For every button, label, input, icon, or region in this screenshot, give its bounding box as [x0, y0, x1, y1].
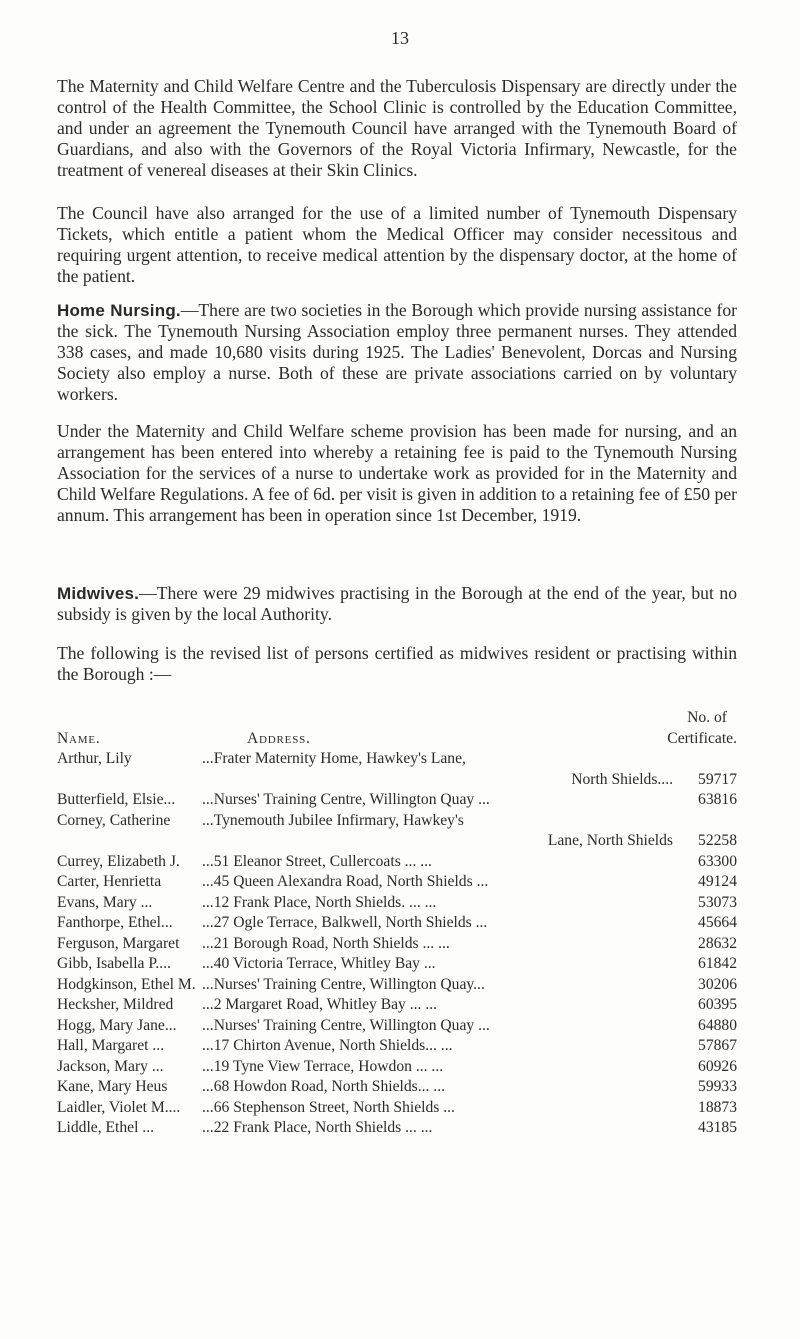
table-row	[57, 749, 737, 790]
midwife-name: Corney, Catherine	[57, 811, 171, 829]
certificate-number: 63816	[698, 791, 737, 808]
midwife-name: Hecksher, Mildred	[57, 996, 174, 1013]
certificate-number: 52258	[698, 832, 737, 849]
paragraph-revised-list: The following is the revised list of persons certified as midwives resident or practising within the Borough :—	[57, 643, 737, 684]
midwife-address-continued: North Shields....	[571, 770, 673, 788]
midwife-name: Carter, Henrietta	[57, 873, 162, 890]
midwife-name: Butterfield, Elsie...	[57, 791, 176, 808]
paragraph-midwives	[57, 583, 737, 625]
midwife-address: ...12 Frank Place, North Shields. ... ...	[202, 893, 437, 911]
header-cert-line2: Certificate.	[667, 729, 737, 747]
certificate-number: 63300	[698, 852, 737, 870]
table-row	[57, 995, 737, 1016]
header-name: Name.	[57, 729, 101, 747]
certificate-number: 53073	[698, 893, 737, 911]
table-body	[57, 749, 737, 1139]
midwives-body: —There were 29 midwives practising in the Borough at the end of the year, but no subsidy is given by the local Authority.	[57, 583, 737, 624]
certificate-number: 28632	[698, 934, 737, 952]
table-row	[57, 790, 737, 811]
midwife-name: Liddle, Ethel ...	[57, 1119, 155, 1136]
certificate-number: 64880	[698, 1016, 737, 1034]
table-row	[57, 1057, 737, 1078]
midwife-address: ...17 Chirton Avenue, North Shields... ...	[202, 1037, 453, 1054]
midwife-address: ...66 Stephenson Street, North Shields ...	[202, 1098, 455, 1116]
home-nursing-heading: Home Nursing.	[57, 301, 181, 320]
certificate-number: 60395	[698, 996, 737, 1013]
midwife-address: ...Tynemouth Jubilee Infirmary, Hawkey's	[202, 811, 464, 829]
midwife-address: ...Frater Maternity Home, Hawkey's Lane,	[202, 750, 466, 767]
midwives-heading: Midwives.	[57, 584, 140, 603]
table-row	[57, 872, 737, 893]
certificate-number: 60926	[698, 1057, 737, 1075]
midwife-address: ...45 Queen Alexandra Road, North Shields ...	[202, 873, 489, 890]
table-row	[57, 811, 737, 852]
table-row	[57, 1016, 737, 1037]
midwife-name: Fanthorpe, Ethel...	[57, 914, 173, 931]
paragraph-maternity-scheme: Under the Maternity and Child Welfare scheme provision has been made for nursing, and an arrangement has been entered into whereby a retaining fee is paid to the Tynemouth Nursing Association for the services of a nurse to undertake work as provided for in the Maternity and Child Welfare Regulations. A fee of 6d. per visit is given in addition to a retaining fee of £50 per annum. This arrangement has been in operation since 1st December, 1919.	[57, 421, 737, 525]
header-cert-line1: No. of	[687, 709, 727, 726]
midwife-address: ...27 Ogle Terrace, Balkwell, North Shields ...	[202, 914, 488, 931]
certificate-number: 30206	[698, 975, 737, 993]
midwife-address: ...51 Eleanor Street, Cullercoats ... ...	[202, 852, 432, 870]
home-nursing-body: —There are two societies in the Borough which provide nursing assistance for the sick. The Tynemouth Nursing Association employ three permanent nurses. They attended 338 cases, and made 10,680 visits during 1925. The Ladies' Benevolent, Dorcas and Nursing Society also employ a nurse. Both of these are private associations carried on by voluntary workers.	[57, 300, 737, 404]
table-row	[57, 1077, 737, 1098]
certificate-number: 18873	[698, 1098, 737, 1116]
midwife-address: ...Nurses' Training Centre, Willington Quay ...	[202, 791, 490, 808]
certificate-number: 61842	[698, 955, 737, 972]
midwife-name: Arthur, Lily	[57, 750, 132, 767]
paragraph-clinics: The Maternity and Child Welfare Centre and the Tuberculosis Dispensary are directly under the control of the Health Committee, the School Clinic is controlled by the Education Committee, and under an agreement the Tynemouth Council have arranged with the Tynemouth Board of Guardians, and also with the Governors of the Royal Victoria Infirmary, Newcastle, for the treatment of venereal diseases at their Skin Clinics.	[57, 76, 737, 180]
table-row	[57, 893, 737, 914]
midwife-address: ...2 Margaret Road, Whitley Bay ... ...	[202, 996, 438, 1013]
table-row	[57, 934, 737, 955]
certificate-number: 59717	[698, 770, 737, 788]
midwives-table	[57, 708, 737, 1139]
midwife-address: ...Nurses' Training Centre, Willington Quay...	[202, 975, 485, 993]
paragraph-home-nursing	[57, 300, 737, 405]
midwife-name: Evans, Mary ...	[57, 893, 153, 911]
midwife-address-continued: Lane, North Shields	[547, 832, 673, 849]
midwife-name: Jackson, Mary ...	[57, 1057, 164, 1075]
midwife-address: ...22 Frank Place, North Shields ... ...	[202, 1119, 433, 1136]
certificate-number: 59933	[698, 1078, 737, 1095]
midwife-name: Hodgkinson, Ethel M.	[57, 975, 196, 993]
midwife-address: ...21 Borough Road, North Shields ... ...	[202, 934, 450, 952]
midwife-name: Currey, Elizabeth J.	[57, 852, 180, 870]
midwife-name: Hogg, Mary Jane...	[57, 1016, 177, 1034]
midwife-address: ...Nurses' Training Centre, Willington Quay ...	[202, 1016, 490, 1034]
table-row	[57, 1036, 737, 1057]
page-number: 13	[391, 28, 409, 48]
table-header	[57, 708, 737, 749]
table-row	[57, 1118, 737, 1139]
midwife-address: ...68 Howdon Road, North Shields... ...	[202, 1078, 445, 1095]
midwife-address: ...19 Tyne View Terrace, Howdon ... ...	[202, 1057, 444, 1075]
table-row	[57, 913, 737, 934]
midwife-name: Laidler, Violet M....	[57, 1098, 181, 1116]
midwife-name: Kane, Mary Heus	[57, 1078, 168, 1095]
paragraph-dispensary-tickets: The Council have also arranged for the use of a limited number of Tynemouth Dispensary Tickets, which entitle a patient whom the Medical Officer may consider necessitous and requiring urgent attention, to receive medical attention by the dispensary doctor, at the home of the patient.	[57, 203, 737, 286]
certificate-number: 45664	[698, 914, 737, 931]
table-row	[57, 1098, 737, 1119]
table-row	[57, 975, 737, 996]
table-row	[57, 954, 737, 975]
table-row	[57, 852, 737, 873]
certificate-number: 49124	[698, 873, 737, 890]
midwife-name: Ferguson, Margaret	[57, 934, 180, 952]
midwife-name: Gibb, Isabella P....	[57, 955, 171, 972]
certificate-number: 57867	[698, 1037, 737, 1054]
midwife-address: ...40 Victoria Terrace, Whitley Bay ...	[202, 955, 436, 972]
header-address: Address.	[247, 729, 311, 747]
midwife-name: Hall, Margaret ...	[57, 1037, 165, 1054]
certificate-number: 43185	[698, 1119, 737, 1136]
